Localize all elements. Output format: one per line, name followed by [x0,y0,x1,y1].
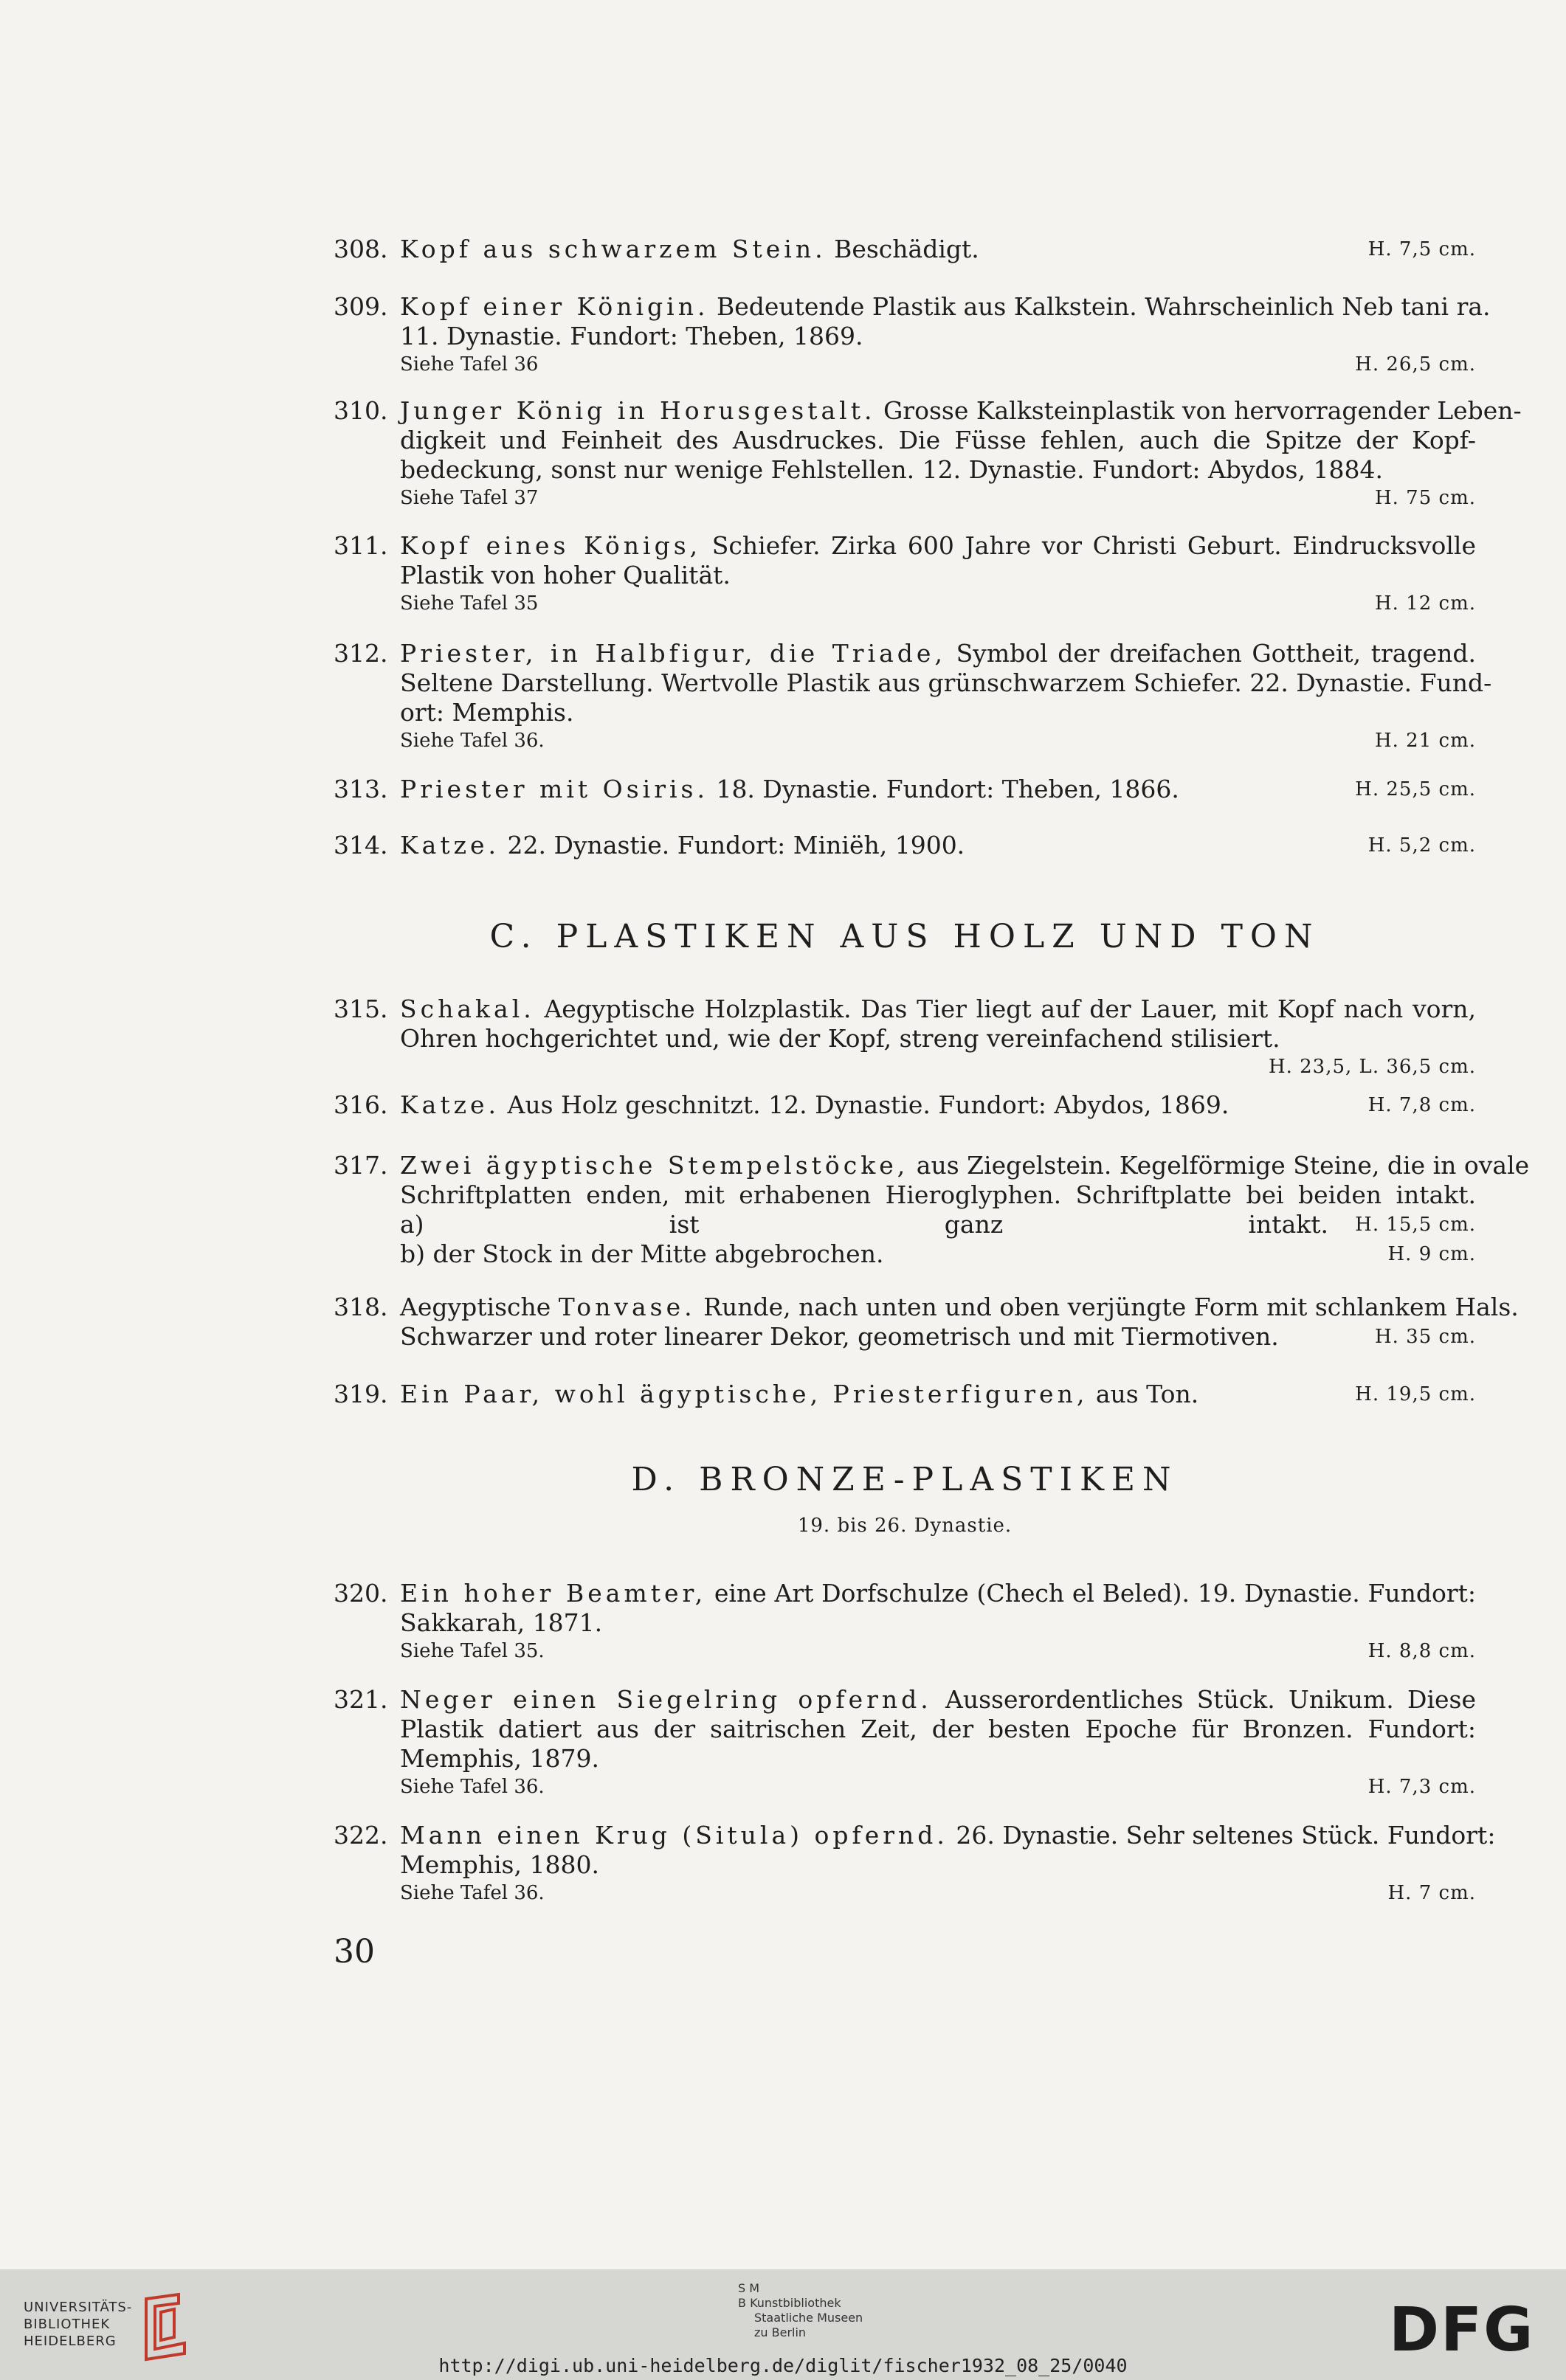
entry-text [400,1608,1476,1638]
tafel-reference: Siehe Tafel 36. [400,1776,545,1798]
smb-line: Staatliche Museen [754,2311,863,2325]
entry-line [334,396,1522,426]
entry-measure: H. 26,5 cm. [1355,353,1476,376]
catalog-entry [334,639,1492,754]
entry-line [334,1090,1476,1120]
catalog-entry [334,1090,1476,1120]
section-title-c: C. PLASTIKEN AUS HOLZ UND TON [489,918,1320,955]
entry-line [334,455,1476,485]
entry-line [334,1151,1530,1180]
entry-description: Aus Holz geschnitzt. 12. Dynastie. Fundort: Abydos, 1869. [500,1090,1229,1119]
entry-description: Schwarzer und roter linearer Dekor, geometrisch und mit Tiermotiven. [400,1322,1279,1351]
entry-line [334,1239,1476,1269]
entry-title: Kopf einer Königin. [400,292,709,321]
entry-text [400,668,1492,698]
entry-text [400,426,1476,455]
catalog-entry [334,831,1476,860]
entry-measure: H. 7,8 cm. [1367,1094,1476,1116]
entry-description: a) ist ganz intakt. [400,1210,1328,1239]
entry-title: Priester, in Halbfigur, die Triade, [400,639,946,668]
entry-text [400,1850,1476,1880]
entry-description: Grosse Kalksteinplastik von hervorragender Leben- [875,396,1522,425]
entry-text [400,1180,1476,1210]
entry-line [334,1180,1476,1210]
entry-text [400,1715,1476,1744]
entry-description: Ausserordentliches Stück. Unikum. Diese [931,1685,1476,1714]
entry-number: 310. [334,396,388,425]
entry-title: Priester mit Osiris. [400,775,708,803]
library-name-line: HEIDELBERG [24,2334,117,2349]
catalog-entry [334,396,1522,511]
entry-text [400,1744,1476,1774]
entry-line [334,1024,1476,1054]
entry-number: 315. [334,994,388,1023]
entry-measure: H. 7,5 cm. [1367,238,1476,260]
entry-description: Seltene Darstellung. Wertvolle Plastik aus grünschwarzem Schiefer. 22. Dynastie. Fund- [400,668,1492,697]
entry-line [334,639,1476,668]
entry-description: Beschädigt. [826,235,979,263]
entry-line [334,1685,1476,1715]
entry-number: 308. [334,235,388,263]
catalog-entry [334,292,1491,378]
entry-text [400,1821,1496,1850]
entry-measure: H. 7 cm. [1387,1882,1476,1904]
catalog-entry [334,1151,1530,1269]
entry-text [400,292,1491,322]
entry-text [400,396,1522,426]
entry-line [334,831,1476,860]
entry-text [400,994,1476,1024]
entry-line [334,1821,1496,1850]
entry-description: Schriftplatten enden, mit erhabenen Hieroglyphen. Schriftplatte bei beiden intakt. [400,1180,1476,1209]
entry-description: Runde, nach unten und oben verjüngte Form mit schlankem Hals. [695,1293,1519,1321]
section-subtitle-d: 19. bis 26. Dynastie. [797,1515,1013,1537]
entry-title: Neger einen Siegelring opfernd. [400,1685,932,1714]
catalog-entry [334,775,1476,804]
tafel-reference: Siehe Tafel 37 [400,487,539,509]
catalog-entry [334,1293,1519,1352]
entry-title: Ein Paar, wohl ägyptische, Priesterfiguren, [400,1380,1089,1408]
tafel-reference: Siehe Tafel 35 [400,592,539,615]
entry-line [334,1380,1476,1409]
entry-line [334,1715,1476,1744]
entry-number: 318. [334,1293,388,1321]
entry-measure: H. 9 cm. [1387,1243,1476,1265]
entry-text [400,698,1476,727]
catalog-entry [334,994,1476,1080]
section-title-d: D. BRONZE-PLASTIKEN [631,1461,1179,1498]
entry-measure: H. 35 cm. [1374,1326,1476,1348]
library-name [24,2299,132,2350]
entry-text [400,1090,1328,1120]
entry-measure: H. 5,2 cm. [1367,834,1476,857]
catalog-entry [334,235,1476,264]
entry-text [400,1024,1476,1054]
entry-measure: H. 15,5 cm. [1355,1214,1476,1236]
entry-description: Schiefer. Zirka 600 Jahre vor Christi Geburt. Eindrucksvolle [701,531,1476,560]
entry-description: aus Ton. [1088,1380,1199,1408]
entry-description: 18. Dynastie. Fundort: Theben, 1866. [708,775,1179,803]
entry-line [334,426,1476,455]
entry-text [400,639,1476,668]
entry-line [334,1608,1476,1638]
entry-description: aus Ziegelstein. Kegelförmige Steine, die in ovale [908,1151,1530,1180]
entry-tafel-line [334,1054,1476,1080]
entry-tafel-line [334,727,1476,754]
entry-measure: H. 19,5 cm. [1355,1383,1476,1405]
smb-kunstbibliothek [738,2281,863,2340]
entry-number: 312. [334,639,388,668]
entry-text [400,1322,1328,1352]
entry-title: Zwei ägyptische Stempelstöcke, [400,1151,909,1180]
entry-text [400,775,1328,804]
entry-text [400,1293,1519,1322]
entry-tafel-line [334,1774,1476,1800]
entry-text [400,322,1476,351]
entry-tafel-line [334,351,1476,378]
entry-description: eine Art Dorfschulze (Chech el Beled). 19. Dynastie. Fundort: [706,1579,1476,1608]
entry-number: 320. [334,1579,388,1608]
smb-line: B Kunstbibliothek [738,2296,841,2310]
entry-line [334,1293,1519,1322]
entry-number: 314. [334,831,388,859]
entry-number: 319. [334,1380,388,1408]
library-logo-icon [140,2291,192,2362]
entry-text [400,531,1476,561]
page-number: 30 [334,1933,375,1971]
entry-number: 316. [334,1090,388,1119]
permalink-url[interactable]: http://digi.ub.uni-heidelberg.de/diglit/fischer1932_08_25/0040 [438,2355,1128,2376]
entry-text [400,455,1476,485]
entry-text [400,235,1328,264]
entry-line [334,1210,1476,1239]
entry-line [334,322,1476,351]
viewer-footer [0,2269,1566,2380]
entry-tafel-line [334,1880,1476,1906]
library-name-line: BIBLIOTHEK [24,2317,111,2332]
entry-description: 26. Dynastie. Sehr seltenes Stück. Fundort: [948,1821,1496,1850]
entry-line [334,775,1476,804]
entry-measure: H. 25,5 cm. [1355,778,1476,800]
entry-description: 11. Dynastie. Fundort: Theben, 1869. [400,322,863,350]
entry-number: 317. [334,1151,388,1180]
entry-description: Memphis, 1879. [400,1744,599,1773]
entry-line [334,994,1476,1024]
entry-description: Plastik datiert aus der saitrischen Zeit, der besten Epoche für Bronzen. Fundort: [400,1715,1476,1743]
entry-description: Memphis, 1880. [400,1850,599,1879]
entry-description: Ohren hochgerichtet und, wie der Kopf, streng vereinfachend stilisiert. [400,1024,1280,1053]
entry-line [334,668,1492,698]
library-name-line: UNIVERSITÄTS- [24,2300,133,2315]
smb-line: zu Berlin [754,2325,807,2339]
entry-number: 313. [334,775,388,803]
entry-description: Bedeutende Plastik aus Kalkstein. Wahrscheinlich Neb tani ra. [708,292,1491,321]
entry-description: b) der Stock in der Mitte abgebrochen. [400,1239,884,1268]
entry-title: Katze. [400,1090,500,1119]
catalog-entry [334,531,1476,617]
entry-text [400,1579,1476,1608]
entry-title: Kopf eines Königs, [400,531,702,560]
catalog-entry [334,1685,1476,1800]
entry-tafel-line [334,485,1476,511]
dfg-logo: DFG [1389,2295,1535,2365]
tafel-reference: Siehe Tafel 35. [400,1640,545,1662]
entry-description: 22. Dynastie. Fundort: Miniëh, 1900. [500,831,965,859]
entry-measure: H. 7,3 cm. [1367,1776,1476,1798]
entry-number: 321. [334,1685,388,1714]
entry-title: Katze. [400,831,500,859]
entry-line [334,531,1476,561]
entry-line [334,1322,1476,1352]
tafel-reference: Siehe Tafel 36 [400,353,539,376]
entry-title: Tonvase. [558,1293,696,1321]
tafel-reference: Siehe Tafel 36. [400,730,545,752]
entry-measure: H. 12 cm. [1374,592,1476,615]
entry-description: ort: Memphis. [400,698,574,727]
catalog-entry [334,1821,1496,1906]
entry-description: Plastik von hoher Qualität. [400,561,731,589]
entry-description: digkeit und Feinheit des Ausdruckes. Die Füsse fehlen, auch die Spitze der Kopf- [400,426,1476,454]
entry-pre: Aegyptische [400,1293,559,1321]
entry-measure: H. 8,8 cm. [1367,1640,1476,1662]
entry-text [400,831,1328,860]
entry-description: Sakkarah, 1871. [400,1608,603,1637]
entry-line [334,561,1476,590]
tafel-reference: Siehe Tafel 36. [400,1882,545,1904]
entry-line [334,235,1476,264]
entry-title: Kopf aus schwarzem Stein. [400,235,827,263]
entry-tafel-line [334,1638,1476,1664]
entry-description: Symbol der dreifachen Gottheit, tragend. [945,639,1476,668]
entry-text [400,1151,1530,1180]
catalog-entry [334,1579,1476,1664]
entry-line [334,698,1476,727]
entry-title: Mann einen Krug (Situla) opfernd. [400,1821,948,1850]
entry-title: Schakal. [400,994,535,1023]
entry-measure: H. 23,5, L. 36,5 cm. [1268,1056,1476,1078]
entry-title: Junger König in Horusgestalt. [400,396,876,425]
entry-title: Ein hoher Beamter, [400,1579,707,1608]
entry-line [334,1850,1476,1880]
entry-text [400,1685,1476,1715]
entry-text [400,561,1476,590]
entry-measure: H. 21 cm. [1374,730,1476,752]
entry-description: Aegyptische Holzplastik. Das Tier liegt auf der Lauer, mit Kopf nach vorn, [534,994,1476,1023]
entry-number: 309. [334,292,388,321]
entry-text [400,1239,1328,1269]
entry-description: bedeckung, sonst nur wenige Fehlstellen. 12. Dynastie. Fundort: Abydos, 1884. [400,455,1383,484]
entry-line [334,1579,1476,1608]
entry-number: 322. [334,1821,388,1850]
entry-line [334,1744,1476,1774]
entry-tafel-line [334,590,1476,617]
entry-text [400,1380,1328,1409]
entry-number: 311. [334,531,388,560]
entry-measure: H. 75 cm. [1374,487,1476,509]
entry-text [400,1210,1328,1239]
smb-line: S M [738,2281,760,2295]
catalog-entry [334,1380,1476,1409]
entry-line [334,292,1491,322]
